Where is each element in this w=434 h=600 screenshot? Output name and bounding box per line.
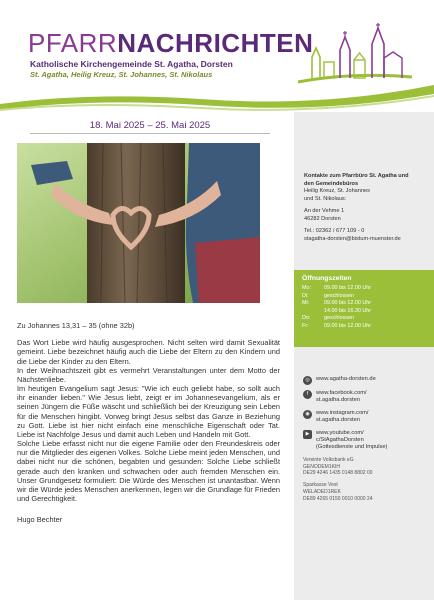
hours-day — [302, 308, 324, 316]
instagram-text — [316, 410, 368, 425]
header-swoosh — [0, 82, 434, 116]
bank-iban: DE29 4246 1435 0148 8802 00 — [303, 470, 373, 477]
article-author: Hugo Bechter — [17, 515, 63, 525]
contact-phone: Tel.: 02362 / 677 109 - 0 — [304, 228, 365, 235]
globe-icon: ◎ — [303, 376, 312, 385]
hours-row — [302, 300, 426, 308]
instagram-icon: ◉ — [303, 410, 312, 419]
gospel-reference: Zu Johannes 13,31 – 35 (ohne 32b) — [17, 321, 135, 330]
hours-day: Mo: — [302, 285, 311, 291]
facebook-text — [316, 390, 367, 405]
hours-day: Mi: — [302, 300, 310, 307]
bank-bic: GENODEM1KIH — [303, 463, 340, 470]
youtube-url-2: c/StAgathaDorsten — [316, 437, 364, 444]
opening-hours-box — [294, 270, 434, 347]
contact-email-link[interactable]: stagatha-dorsten@bistum-muenster.de — [304, 235, 401, 242]
article-paragraph: Im heutigen Evangelium sagt Jesus: "Wie ich euch geliebt habe, so sollt auch ihr einander lieben." Wie Jesus liebt, zeigt er im Johannesevangelium, als er seinen Jüngern die Füße wäscht und schließlich bei der Kreuzigung sein Leben für die Menschen hingibt. Vorweg bringt Jesus selbst das Ganze in Beziehung zu Gott. Liebe ist hier nicht einfach eine menschliche Eigenschaft oder Tat. Liebe ist Nachfolge Jesus und damit auch Leben und Handeln mit Gott. — [17, 384, 280, 439]
hours-day: Do: — [302, 315, 311, 322]
title-main: NACHRICHTEN — [117, 28, 314, 58]
links-block — [303, 376, 431, 502]
hours-row — [302, 323, 426, 331]
youtube-note: (Gottesdienste und Impulse) — [316, 444, 388, 451]
bank-bic: WELADED1REK — [303, 488, 341, 495]
contact-address-2: 46282 Dorsten — [304, 215, 341, 222]
facebook-url-2: st.agatha.dorsten — [316, 397, 360, 404]
instagram-url-2: st.agatha.dorsten — [316, 417, 360, 424]
contact-heading-2: den Gemeindebüros — [304, 180, 359, 187]
instagram-link[interactable] — [303, 410, 431, 425]
hours-time: 09.00 bis 12.00 Uhr — [324, 285, 372, 291]
facebook-icon: f — [303, 390, 312, 399]
bank-name: Sparkasse Vest — [303, 482, 338, 489]
newsletter-title — [28, 30, 313, 56]
facebook-link[interactable] — [303, 390, 431, 405]
tree-hands-heart-photo — [17, 143, 260, 303]
article-body — [17, 321, 280, 524]
article-paragraph: In der Weihnachtszeit gibt es vermehrt Veranstaltungen unter dem Motto der Nächstenliebe. — [17, 365, 280, 384]
youtube-icon: ▶ — [303, 430, 312, 439]
youtube-url-1: www.youtube.com/ — [316, 429, 364, 436]
opening-hours-title: Öffnungszeiten — [302, 275, 352, 282]
title-prefix: PFARR — [28, 28, 118, 58]
contact-heading-1: Kontakte zum Pfarrbüro St. Agatha und — [304, 173, 409, 179]
bank-details — [303, 457, 431, 503]
date-range: 18. Mai 2025 – 25. Mai 2025 — [89, 120, 211, 131]
contact-heading-3: Heilig Kreuz, St. Johannes — [304, 188, 370, 195]
youtube-text — [316, 430, 387, 452]
hours-time: 14.00 bis 16.30 Uhr — [324, 307, 372, 314]
contact-address-1: An der Vehme 1 — [304, 208, 345, 215]
hours-time: 09.00 bis 12.00 Uhr — [324, 322, 372, 329]
website-url: www.agatha-dorsten.de — [316, 376, 376, 382]
hours-row — [302, 285, 426, 293]
hours-day: Di: — [302, 292, 309, 299]
contact-heading-4: und St. Nikolaus: — [304, 195, 347, 202]
photo-illustration — [17, 143, 260, 303]
website-link[interactable] — [303, 376, 431, 385]
bank-iban: DE89 4265 0150 0010 0000 24 — [303, 495, 373, 502]
parish-subtitle: Katholische Kirchengemeinde St. Agatha, Dorsten — [30, 59, 233, 69]
instagram-url-1: www.instagram.com/ — [316, 409, 369, 416]
hours-time: 09.00 bis 12.00 Uhr — [324, 300, 372, 307]
facebook-url-1: www.facebook.com/ — [316, 390, 367, 396]
bank-name: Vereinte Volksbank eG — [303, 456, 354, 463]
contact-block — [304, 173, 429, 243]
article-paragraph: Solche Liebe erfasst nicht nur die eigene Familie oder den Freundeskreis oder nur die Mitglieder des eigenen Volkes. Solche Liebe meint jeden Menschen, und dabei nicht nur die schönen, begabten und gesunden: Solche Liebe schließt gerade auch den kranken und schwachen oder auch fremden Menschen ein. Unser Grundgesetz formuliert: Die Würde des Menschen ist unantastbar. Wenn wir die Würde jedes Menschen anerkennen, legen wir die Grundlage für Frieden und Gerechtigkeit. — [17, 439, 280, 504]
article-paragraph: Das Wort Liebe wird häufig ausgesprochen. Nicht selten wird damit Sexualität gemeint. Liebe bezeichnet häufig auch die Liebe der Eltern zu den Kindern und die Liebe der Kinder zu den Eltern. — [17, 338, 280, 366]
hours-row — [302, 308, 426, 316]
hours-row — [302, 293, 426, 301]
hours-time: geschlossen — [324, 292, 354, 299]
hours-row — [302, 315, 426, 323]
date-divider — [30, 133, 270, 134]
hours-time: geschlossen — [324, 315, 354, 322]
youtube-link[interactable] — [303, 430, 431, 452]
hours-day: Fr: — [302, 322, 309, 329]
parish-list: St. Agatha, Heilig Kreuz, St. Johannes, St. Nikolaus — [30, 70, 213, 79]
